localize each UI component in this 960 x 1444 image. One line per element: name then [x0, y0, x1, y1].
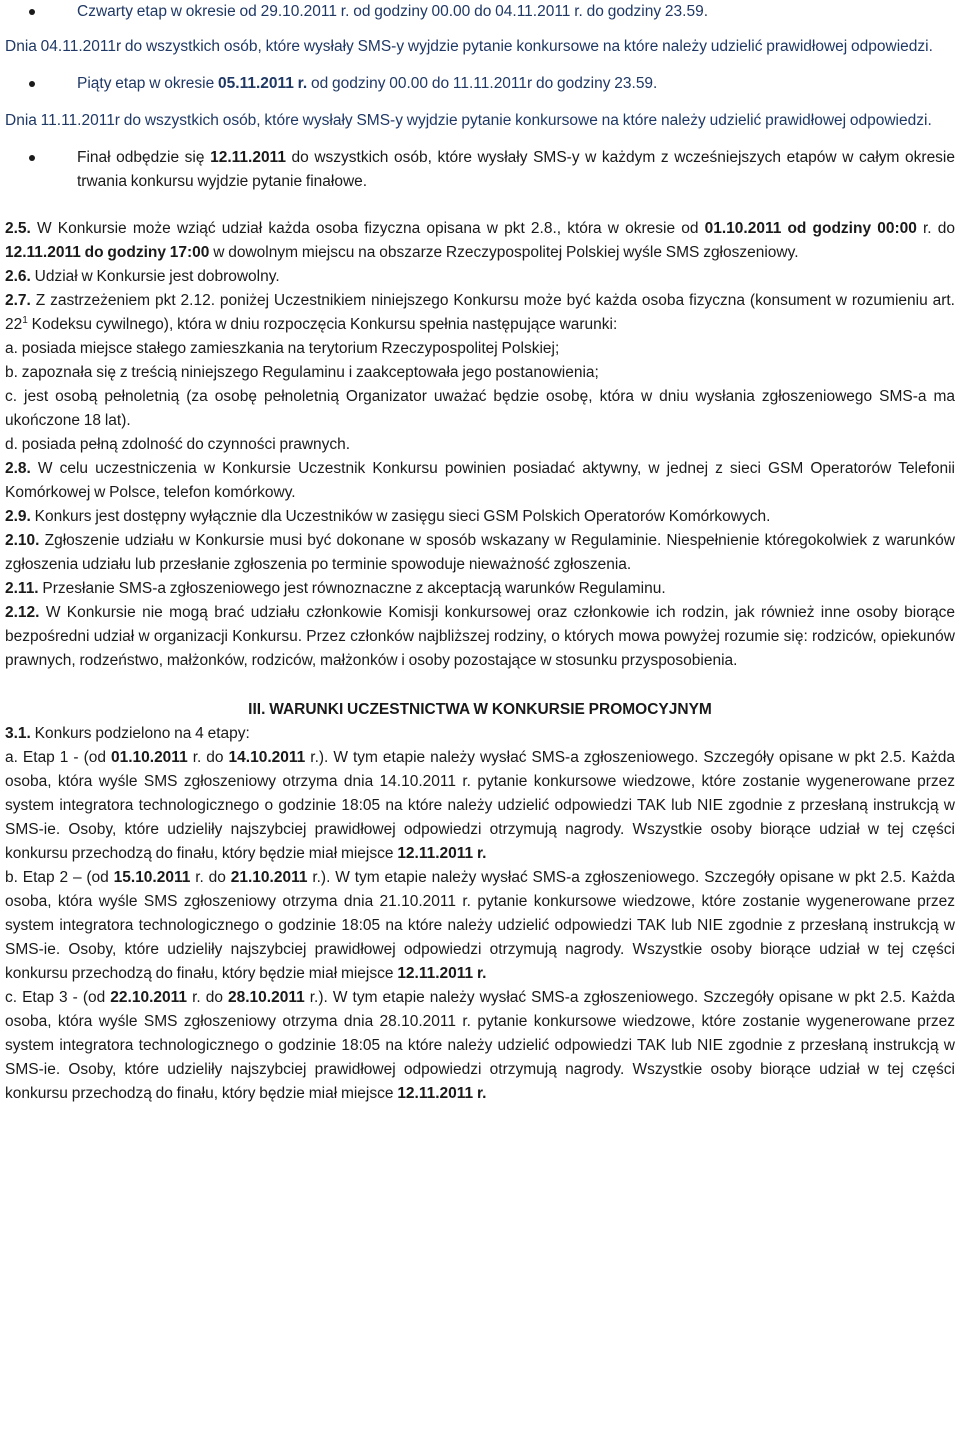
bold-date: 28.10.2011	[227, 989, 305, 1006]
stage-5-bullet	[5, 72, 955, 96]
paragraph-text: w dowolnym miejscu na obszarze Rzeczypospolitej Polskiej wyśle SMS zgłoszeniowy.	[209, 244, 799, 261]
bold-date: 12.11.2011 r.	[397, 965, 487, 982]
bold-date: 22.10.2011	[110, 989, 188, 1006]
paragraph-text: Konkurs podzielono na 4 etapy:	[30, 725, 250, 742]
item-text: r. do	[190, 869, 231, 886]
item-text: r. do	[187, 989, 228, 1006]
final-pre: Finał odbędzie się	[77, 149, 211, 166]
bold-date: 21.10.2011	[230, 869, 308, 886]
paragraph-text: Z zastrzeżeniem pkt 2.12. poniżej Uczestnikiem niniejszego Konkursu może być każda osoba fizyczna (konsument w rozumieniu art. 22	[5, 292, 955, 333]
bullet-icon	[29, 155, 35, 161]
stage-5-pre: Piąty etap w okresie	[77, 75, 219, 92]
bold-date: 01.10.2011 od godziny 00:00	[704, 220, 917, 237]
stage-4-label: Czwarty etap w okresie od 29.10.2011 r. od godziny 00.00 do 04.11.2011 r. do godziny 23.59.	[77, 3, 709, 20]
item-text: a. Etap 1 - (od	[5, 749, 111, 766]
paragraph-2-8	[5, 457, 955, 505]
final-date: 12.11.2011	[210, 149, 286, 166]
bullet-icon	[29, 9, 35, 15]
paragraph-text: Udział w Konkursie jest dobrowolny.	[30, 268, 280, 285]
item-text: r. do	[187, 749, 229, 766]
paragraph-text: r. do	[916, 220, 955, 237]
paragraph-number: 2.6.	[5, 268, 31, 285]
paragraph-number: 2.9.	[5, 508, 31, 525]
paragraph-2-12	[5, 601, 955, 673]
paragraph-text: W celu uczestniczenia w Konkursie Uczestnik Konkursu powinien posiadać aktywny, w jednej z sieci GSM Operatorów Telefonii Komórkowej w Polsce, telefon komórkowy.	[5, 460, 955, 501]
item-text: r.). W tym etapie należy wysłać SMS-a zgłoszeniowego. Szczegóły opisane w pkt 2.5. Każda osoba, która wyśle SMS zgłoszeniowy otrzyma dnia 28.10.2011 r. pytanie konkursowe wiedzowe, które zostanie wygenerowane przez system integratora technologicznego o godzinie 18:05 na które należy udzielić odpowiedzi TAK lub NIE zgodnie z przesłaną instrukcją w SMS-ie. Osoby, które udzieliły najszybciej prawidłowej odpowiedzi otrzymują nagrody. Wszystkie osoby biorące udział w tej części konkursu przechodzą do finału, który będzie miał miejsce	[5, 989, 955, 1102]
paragraph-number: 2.8.	[5, 460, 31, 477]
paragraph-3-1	[5, 722, 955, 746]
stage-5-description: Dnia 11.11.2011r do wszystkich osób, które wysłały SMS-y wyjdzie pytanie konkursowe na które należy udzielić prawidłowej odpowiedzi.	[5, 112, 932, 129]
final-post: do wszystkich osób, które wysłały SMS-y w każdym z wcześniejszych etapów w całym okresie trwania konkursu wyjdzie pytanie finałowe.	[77, 149, 955, 190]
paragraph-text: Zgłoszenie udziału w Konkursie musi być dokonane w sposób wskazany w Regulaminie. Niespełnienie któregokolwiek z warunków zgłoszenia udziału lub przesłanie zgłoszenia po terminie spowoduje nieważność zgłoszenia.	[5, 532, 955, 573]
condition-c: c. jest osobą pełnoletnią (za osobę pełnoletnią Organizator uważać będzie osobę, która w dniu wysłania zgłoszeniowego SMS-a ma ukończone 18 lat).	[5, 388, 955, 429]
item-text: b. Etap 2 – (od	[5, 869, 114, 886]
condition-a: a. posiada miejsce stałego zamieszkania na terytorium Rzeczypospolitej Polskiej;	[5, 340, 560, 357]
bold-date: 12.11.2011 r.	[397, 845, 487, 862]
condition-b: b. zapoznała się z treścią niniejszego Regulaminu i zaakceptowała jego postanowienia;	[5, 364, 599, 381]
stage-1-item	[5, 746, 955, 866]
paragraph-number: 2.10.	[5, 532, 40, 549]
bold-date: 12.11.2011 do godziny 17:00	[5, 244, 210, 261]
paragraph-text: Kodeksu cywilnego), która w dniu rozpoczęcia Konkursu spełnia następujące warunki:	[27, 316, 618, 333]
paragraph-2-7	[5, 289, 955, 337]
bullet-icon	[29, 81, 35, 87]
paragraph-text: Konkurs jest dostępny wyłącznie dla Uczestników w zasięgu sieci GSM Polskich Operatorów Komórkowych.	[30, 508, 771, 525]
stage-5-post: od godziny 00.00 do 11.11.2011r do godziny 23.59.	[307, 75, 658, 92]
paragraph-text: W Konkursie może wziąć udział każda osoba fizyczna opisana w pkt 2.8., która w okresie od	[30, 220, 705, 237]
item-text: r.). W tym etapie należy wysłać SMS-a zgłoszeniowego. Szczegóły opisane w pkt 2.5. Każda osoba, która wyśle SMS zgłoszeniowy otrzyma dnia 21.10.2011 r. pytanie konkursowe wiedzowe, które zostanie wygenerowane przez system integratora technologicznego o godzinie 18:05 na które należy udzielić odpowiedzi TAK lub NIE zgodnie z przesłaną instrukcją w SMS-ie. Osoby, które udzieliły najszybciej prawidłowej odpowiedzi otrzymują nagrody. Wszystkie osoby biorące udział w tej części konkursu przechodzą do finału, który będzie miał miejsce	[5, 869, 955, 982]
paragraph-text: W Konkursie nie mogą brać udziału członkowie Komisji konkursowej oraz członkowie ich rodzin, jak również inne osoby biorące bezpośredni udział w organizacji Konkursu. Przez członków najbliższej rodziny, o których mowa powyżej rozumie się: rodziców, opiekunów prawnych, rodzeństwo, małżonków, rodziców, małżonków i osoby pozostające w stosunku przysposobienia.	[5, 604, 955, 669]
section-3-title: III. WARUNKI UCZESTNICTWA W KONKURSIE PROMOCYJNYM	[248, 701, 712, 718]
bold-date: 12.11.2011 r.	[397, 1085, 487, 1102]
paragraph-2-9	[5, 505, 955, 529]
paragraph-number: 2.12.	[5, 604, 40, 621]
paragraph-2-6	[5, 265, 955, 289]
paragraph-number: 3.1.	[5, 725, 31, 742]
paragraph-number: 2.11.	[5, 580, 39, 597]
superscript: 1	[22, 315, 28, 326]
bold-date: 14.10.2011	[228, 749, 306, 766]
paragraph-2-11	[5, 577, 955, 601]
item-text: r.). W tym etapie należy wysłać SMS-a zgłoszeniowego. Szczegóły opisane w pkt 2.5. Każda osoba, która wyśle SMS zgłoszeniowy otrzyma dnia 14.10.2011 r. pytanie konkursowe wiedzowe, które zostanie wygenerowane przez system integratora technologicznego o godzinie 18:05 na które należy udzielić odpowiedzi TAK lub NIE zgodnie z przesłaną instrukcją w SMS-ie. Osoby, które udzieliły najszybciej prawidłowej odpowiedzi otrzymują nagrody. Wszystkie osoby biorące udział w tej części konkursu przechodzą do finału, który będzie miał miejsce	[5, 749, 955, 862]
condition-d: d. posiada pełną zdolność do czynności prawnych.	[5, 436, 351, 453]
paragraph-text: Przesłanie SMS-a zgłoszeniowego jest równoznaczne z akceptacją warunków Regulaminu.	[38, 580, 666, 597]
bold-date: 01.10.2011	[110, 749, 188, 766]
final-bullet	[5, 146, 955, 194]
stage-3-item	[5, 986, 955, 1106]
stage-4-description: Dnia 04.11.2011r do wszystkich osób, które wysłały SMS-y wyjdzie pytanie konkursowe na które należy udzielić prawidłowej odpowiedzi.	[5, 38, 933, 55]
paragraph-number: 2.5.	[5, 220, 31, 237]
stage-2-item	[5, 866, 955, 986]
paragraph-number: 2.7.	[5, 292, 31, 309]
stage-4-bullet	[5, 0, 955, 24]
paragraph-2-5	[5, 217, 955, 265]
stage-5-date: 05.11.2011 r.	[218, 75, 308, 92]
paragraph-2-10	[5, 529, 955, 577]
item-text: c. Etap 3 - (od	[5, 989, 111, 1006]
bold-date: 15.10.2011	[113, 869, 191, 886]
